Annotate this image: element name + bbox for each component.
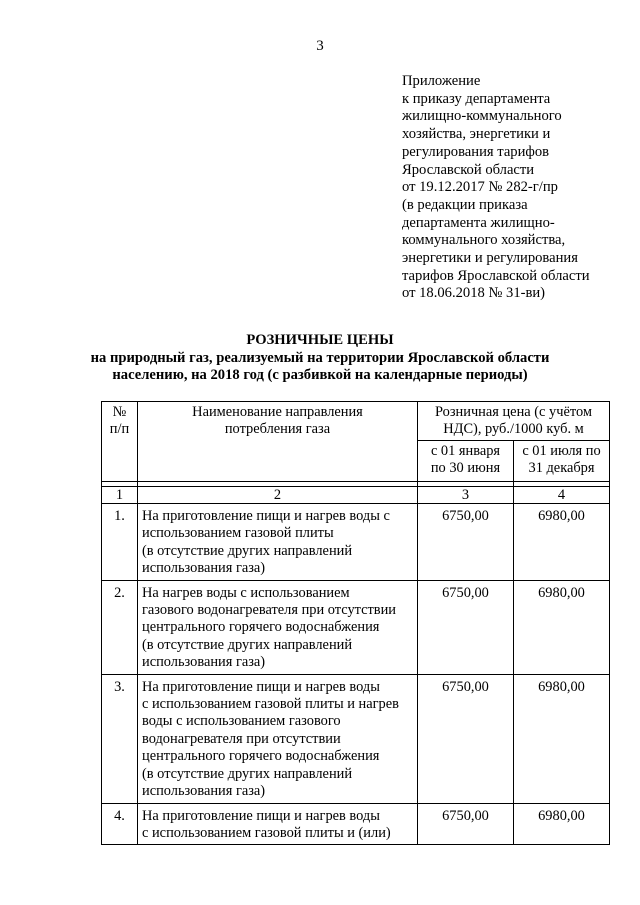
appendix-note	[402, 73, 630, 303]
title-subtitle-line: на природный газ, реализуемый на территории Ярославской области	[90, 349, 550, 366]
header-period-label: с 01 июля по	[522, 443, 601, 459]
row-number: 3.	[102, 674, 138, 803]
row-description	[138, 504, 418, 581]
appendix-line: департамента жилищно-	[402, 214, 555, 231]
title-subtitle-line: населению, на 2018 год (с разбивкой на календарные периоды)	[112, 367, 528, 383]
appendix-line: хозяйства, энергетики и	[402, 126, 551, 143]
header-name-label: потребления газа	[224, 421, 331, 438]
row-description	[138, 674, 418, 803]
header-price-label: Розничная цена (с учётом	[435, 404, 592, 420]
column-number: 2	[138, 487, 418, 504]
row-number: 1.	[102, 504, 138, 581]
appendix-line: жилищно-коммунального	[402, 108, 562, 125]
description-line: На приготовление пищи и нагрев воды	[142, 807, 380, 824]
description-line: На приготовление пищи и нагрев воды	[142, 678, 380, 695]
appendix-line: от 19.12.2017 № 282-г/пр	[402, 179, 558, 196]
description-line: На приготовление пищи и нагрев воды с	[142, 508, 390, 524]
column-number: 4	[514, 487, 610, 504]
price-period2: 6980,00	[514, 803, 610, 845]
appendix-line: энергетики и регулирования	[402, 250, 578, 267]
price-period1: 6750,00	[418, 580, 514, 674]
description-line: с использованием газовой плиты и нагрев	[142, 696, 399, 713]
price-period1: 6750,00	[418, 504, 514, 581]
header-num-label: п/п	[109, 421, 130, 438]
header-price-label: НДС), руб./1000 куб. м	[443, 421, 584, 438]
appendix-line: к приказу департамента	[402, 90, 551, 107]
price-table	[101, 401, 610, 845]
price-period2: 6980,00	[514, 580, 610, 674]
description-line: (в отсутствие других направлений	[142, 765, 353, 782]
header-num-label: №	[112, 404, 127, 420]
column-number: 1	[102, 487, 138, 504]
description-line: с использованием газовой плиты и (или)	[142, 824, 391, 841]
column-number: 3	[418, 487, 514, 504]
header-period-label: с 01 января	[430, 443, 501, 459]
appendix-line: (в редакции приказа	[402, 196, 528, 213]
appendix-line: Ярославской области	[402, 161, 535, 178]
description-line: газового водонагревателя при отсутствии	[142, 602, 396, 619]
price-period1: 6750,00	[418, 674, 514, 803]
description-line: (в отсутствие других направлений	[142, 636, 353, 653]
table-row	[102, 504, 610, 581]
header-num-cell	[102, 402, 138, 482]
table-row	[102, 803, 610, 845]
page-number: 3	[316, 38, 324, 54]
row-description	[138, 803, 418, 845]
price-period2: 6980,00	[514, 674, 610, 803]
document-title	[0, 332, 640, 385]
header-period-label: по 30 июня	[430, 460, 501, 477]
row-number: 2.	[102, 580, 138, 674]
description-line: использования газа)	[142, 783, 266, 800]
price-period1: 6750,00	[418, 803, 514, 845]
appendix-line: Приложение	[402, 73, 481, 89]
header-name-cell	[138, 402, 418, 482]
row-description	[138, 580, 418, 674]
description-line: воды с использованием газового	[142, 713, 341, 730]
column-number-row	[102, 487, 610, 504]
header-period-cell	[514, 441, 610, 482]
description-line: центрального горячего водоснабжения	[142, 748, 380, 765]
description-line: центрального горячего водоснабжения	[142, 619, 380, 636]
description-line: использования газа)	[142, 560, 266, 577]
description-line: водонагревателя при отсутствии	[142, 730, 341, 747]
header-period-label: 31 декабря	[528, 460, 595, 477]
description-line: На нагрев воды с использованием	[142, 584, 350, 601]
price-period2: 6980,00	[514, 504, 610, 581]
description-line: использованием газовой плиты	[142, 525, 334, 542]
header-period-cell	[418, 441, 514, 482]
title-heading: РОЗНИЧНЫЕ ЦЕНЫ	[246, 332, 394, 348]
appendix-line: регулирования тарифов	[402, 143, 550, 160]
header-name-label: Наименование направления	[192, 404, 363, 420]
description-line: (в отсутствие других направлений	[142, 542, 353, 559]
table-row	[102, 580, 610, 674]
table-row	[102, 674, 610, 803]
appendix-line: от 18.06.2018 № 31-ви)	[402, 285, 546, 302]
header-price-cell	[418, 402, 610, 441]
table-header-row	[102, 402, 610, 441]
row-number: 4.	[102, 803, 138, 845]
appendix-line: коммунального хозяйства,	[402, 232, 566, 249]
description-line: использования газа)	[142, 654, 266, 671]
appendix-line: тарифов Ярославской области	[402, 267, 590, 284]
